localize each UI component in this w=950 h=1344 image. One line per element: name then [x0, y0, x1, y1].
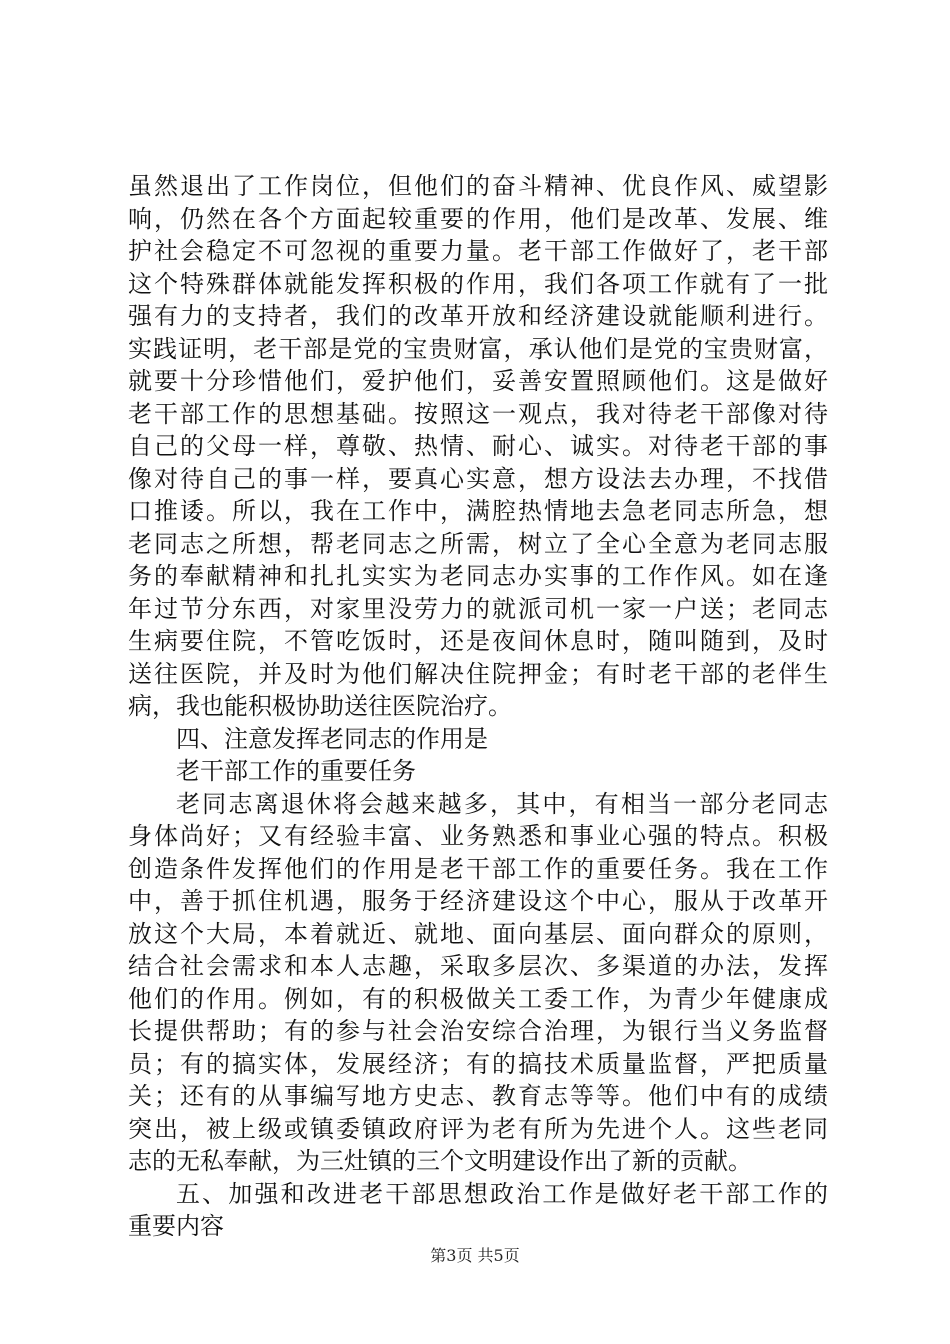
text-line: 生病要住院，不管吃饭时，还是夜间休息时，随叫随到，及时 — [128, 627, 828, 655]
text-line: 放这个大局，本着就近、就地、面向基层、面向群众的原则， — [128, 919, 828, 948]
text-line: 年过节分东西，对家里没劳力的就派司机一家一户送；老同志 — [128, 594, 828, 623]
text-line: 身体尚好；又有经验丰富、业务熟悉和事业心强的特点。积极 — [128, 822, 828, 850]
text-line: 老干部工作的思想基础。按照这一观点，我对待老干部像对待 — [128, 399, 828, 428]
text-line: 老同志之所想，帮老同志之所需，树立了全心全意为老同志服 — [128, 529, 828, 558]
text-line: 送往医院，并及时为他们解决住院押金；有时老干部的老伴生 — [128, 659, 828, 688]
text-line: 病，我也能积极协助送往医院治疗。 — [128, 692, 512, 720]
text-line: 务的奉献精神和扎扎实实为老同志办实事的工作作风。如在逢 — [128, 562, 828, 590]
section-heading: 重要内容 — [128, 1212, 224, 1240]
text-line: 员；有的搞实体，发展经济；有的搞技术质量监督，严把质量 — [128, 1049, 828, 1078]
section-heading: 五、加强和改进老干部思想政治工作是做好老干部工作的 — [176, 1179, 828, 1208]
text-line: 结合社会需求和本人志趣，采取多层次、多渠道的办法，发挥 — [128, 952, 828, 980]
text-line: 口推诿。所以，我在工作中，满腔热情地去急老同志所急，想 — [128, 497, 828, 525]
text-line: 老同志离退休将会越来越多，其中，有相当一部分老同志 — [176, 789, 828, 818]
text-line: 自己的父母一样，尊敬、热情、耐心、诚实。对待老干部的事 — [128, 432, 828, 460]
text-line: 他们的作用。例如，有的积极做关工委工作，为青少年健康成 — [128, 984, 828, 1013]
text-line: 创造条件发挥他们的作用是老干部工作的重要任务。我在工作 — [128, 854, 828, 883]
text-line: 像对待自己的事一样，要真心实意，想方设法去办理，不找借 — [128, 464, 828, 493]
text-line: 长提供帮助；有的参与社会治安综合治理，为银行当义务监督 — [128, 1017, 828, 1045]
text-line: 中，善于抓住机遇，服务于经济建设这个中心，服从于改革开 — [128, 887, 828, 915]
section-heading: 四、注意发挥老同志的作用是 — [176, 724, 488, 753]
text-line: 护社会稳定不可忽视的重要力量。老干部工作做好了，老干部 — [128, 237, 828, 265]
section-heading: 老干部工作的重要任务 — [176, 757, 416, 785]
text-line: 突出，被上级或镇委镇政府评为老有所为先进个人。这些老同 — [128, 1114, 828, 1143]
text-line: 关；还有的从事编写地方史志、教育志等等。他们中有的成绩 — [128, 1082, 828, 1110]
text-line: 强有力的支持者，我们的改革开放和经济建设就能顺利进行。 — [128, 302, 828, 330]
text-line: 实践证明，老干部是党的宝贵财富，承认他们是党的宝贵财富， — [128, 334, 828, 363]
document-body — [128, 170, 828, 1243]
text-line: 响，仍然在各个方面起较重要的作用，他们是改革、发展、维 — [128, 204, 828, 233]
page-number: 第3页 共5页 — [430, 1246, 520, 1265]
text-line: 虽然退出了工作岗位，但他们的奋斗精神、优良作风、威望影 — [128, 172, 828, 200]
text-line: 就要十分珍惜他们，爱护他们，妥善安置照顾他们。这是做好 — [128, 367, 828, 395]
text-line: 志的无私奉献，为三灶镇的三个文明建设作出了新的贡献。 — [128, 1147, 752, 1175]
text-line: 这个特殊群体就能发挥积极的作用，我们各项工作就有了一批 — [128, 269, 828, 298]
